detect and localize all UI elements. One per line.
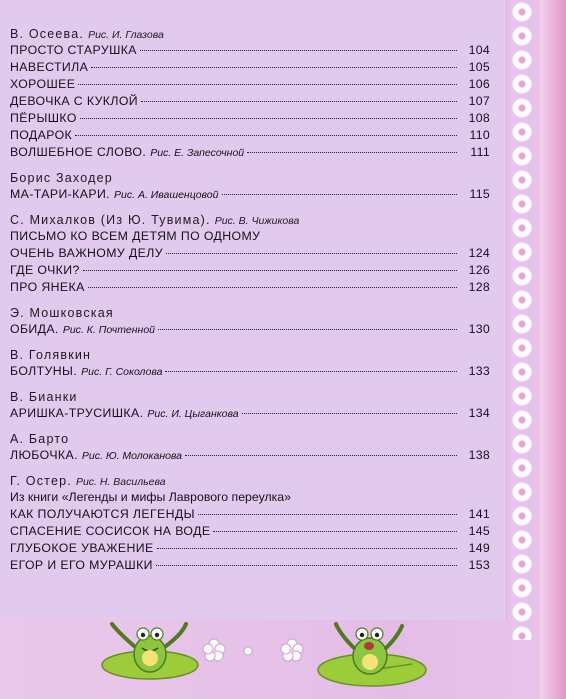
- entry-title: ГДЕ ОЧКИ?: [10, 263, 80, 277]
- dot-leader: [157, 548, 457, 549]
- author-name: Э. Мошковская: [10, 306, 114, 320]
- dot-leader: [78, 84, 457, 85]
- toc-entry[interactable]: [10, 540, 490, 557]
- author-name: В. Бианки: [10, 390, 78, 404]
- flower-icon: [203, 639, 303, 661]
- toc-entry[interactable]: [10, 186, 490, 203]
- illustrator-credit: Рис. И. Цыганкова: [147, 408, 239, 420]
- dot-leader: [185, 455, 457, 456]
- illustrator-credit: Рис. К. Почтенной: [62, 324, 156, 336]
- dot-leader: [166, 253, 457, 254]
- toc-entry[interactable]: [10, 93, 490, 110]
- toc-entry[interactable]: [10, 405, 490, 422]
- dot-leader: [91, 67, 457, 68]
- page-number: 104: [468, 43, 490, 57]
- author-heading: [10, 26, 490, 42]
- author-heading: [10, 431, 490, 447]
- page-number: 145: [468, 524, 490, 538]
- page-number: 105: [468, 60, 490, 74]
- author-heading: [10, 473, 490, 489]
- toc-entry[interactable]: [10, 76, 490, 93]
- author-heading: [10, 170, 490, 186]
- illustrator-credit: Рис. А. Ивашенцовой: [114, 189, 219, 201]
- frog-icon: [102, 624, 198, 679]
- entry-title: АРИШКА-ТРУСИШКА.: [10, 406, 144, 420]
- illustrator-credit: Рис. Н. Васильева: [75, 476, 166, 488]
- illustrator-credit: Рис. Е. Запесочной: [150, 147, 245, 159]
- page-number: 128: [468, 280, 490, 294]
- entry-title: СПАСЕНИЕ СОСИСОК НА ВОДЕ: [10, 524, 211, 538]
- page-number: 110: [469, 128, 490, 142]
- page-number: 130: [468, 322, 490, 336]
- entry-title: МА-ТАРИ-КАРИ.: [10, 187, 111, 201]
- illustrator-credit: Рис. В. Чижикова: [214, 215, 300, 227]
- entry-title: ХОРОШЕЕ: [10, 77, 76, 91]
- toc-entry[interactable]: [10, 42, 490, 59]
- illustrator-credit: Рис. И. Глазова: [88, 29, 164, 41]
- dot-leader: [165, 371, 457, 372]
- dot-leader: [222, 194, 458, 195]
- dot-leader: [88, 287, 457, 288]
- dot-leader: [140, 50, 457, 51]
- toc-entry[interactable]: [10, 144, 490, 161]
- lace-holes: [512, 0, 532, 640]
- author-name: А. Барто: [10, 432, 70, 446]
- entry-title: ПРО ЯНЕКА: [10, 280, 85, 294]
- dot-leader: [141, 101, 457, 102]
- toc-entry[interactable]: [10, 523, 490, 540]
- illustrator-credit: Рис. Г. Соколова: [81, 366, 163, 378]
- author-heading: [10, 305, 490, 321]
- page-number: 134: [468, 406, 490, 420]
- toc-entry[interactable]: [10, 363, 490, 380]
- toc-entry[interactable]: [10, 59, 490, 76]
- dot-leader: [247, 152, 457, 153]
- toc-entry[interactable]: [10, 321, 490, 338]
- author-name: Г. Остер.: [10, 474, 72, 488]
- illustrator-credit: Рис. Ю. Молоканова: [81, 450, 183, 462]
- page-number: 126: [468, 263, 490, 277]
- page-number: 149: [468, 541, 490, 555]
- dot-leader: [156, 565, 457, 566]
- entry-title: ПРОСТО СТАРУШКА: [10, 43, 137, 57]
- page-number: 138: [468, 448, 490, 462]
- toc-entry[interactable]: [10, 262, 490, 279]
- dot-leader: [158, 329, 457, 330]
- dot-leader: [242, 413, 457, 414]
- page-number: 107: [468, 94, 490, 108]
- page-number: 153: [468, 558, 490, 572]
- entry-title: ЛЮБОЧКА.: [10, 448, 78, 462]
- entry-title: КАК ПОЛУЧАЮТСЯ ЛЕГЕНДЫ: [10, 507, 195, 521]
- entry-title: ГЛУБОКОЕ УВАЖЕНИЕ: [10, 541, 154, 555]
- author-name: В. Голявкин: [10, 348, 92, 362]
- table-of-contents: [10, 26, 490, 574]
- page-number: 124: [468, 246, 490, 260]
- book-subtitle: Из книги «Легенды и мифы Лаврового переулка»: [10, 490, 291, 504]
- toc-entry[interactable]: [10, 447, 490, 464]
- entry-title: ВОЛШЕБНОЕ СЛОВО.: [10, 145, 147, 159]
- page-edge-strip: [540, 0, 566, 699]
- page-number: 106: [468, 77, 490, 91]
- dot-leader: [83, 270, 457, 271]
- dot-leader: [80, 118, 457, 119]
- author-heading: [10, 212, 490, 228]
- page-number: 108: [468, 111, 490, 125]
- author-name: С. Михалков (Из Ю. Тувима).: [10, 213, 211, 227]
- dot-leader: [75, 135, 457, 136]
- author-name: В. Осеева.: [10, 27, 85, 41]
- page-number: 141: [468, 507, 490, 521]
- page-number: 115: [469, 187, 490, 201]
- entry-title: ДЕВОЧКА С КУКЛОЙ: [10, 94, 139, 108]
- toc-entry[interactable]: [10, 245, 490, 262]
- entry-title: ОБИДА.: [10, 322, 59, 336]
- bottom-decoration: [0, 610, 566, 699]
- entry-title: БОЛТУНЫ.: [10, 364, 78, 378]
- toc-entry[interactable]: [10, 110, 490, 127]
- toc-entry[interactable]: [10, 279, 490, 296]
- dot-leader: [198, 514, 457, 515]
- toc-entry[interactable]: [10, 557, 490, 574]
- author-heading: [10, 389, 490, 405]
- toc-entry-title-line: ПИСЬМО КО ВСЕМ ДЕТЯМ ПО ОДНОМУ: [10, 229, 261, 243]
- dot-leader: [213, 531, 457, 532]
- author-heading: [10, 347, 490, 363]
- toc-entry[interactable]: [10, 506, 490, 523]
- entry-title: ЕГОР И ЕГО МУРАШКИ: [10, 558, 153, 572]
- page-number: 111: [470, 145, 490, 159]
- toc-entry[interactable]: [10, 127, 490, 144]
- entry-title: ПОДАРОК: [10, 128, 73, 142]
- page-number: 133: [468, 364, 490, 378]
- entry-title: ПЁРЫШКО: [10, 111, 77, 125]
- entry-title: НАВЕСТИЛА: [10, 60, 89, 74]
- entry-title: ОЧЕНЬ ВАЖНОМУ ДЕЛУ: [10, 246, 163, 260]
- author-name: Борис Заходер: [10, 171, 113, 185]
